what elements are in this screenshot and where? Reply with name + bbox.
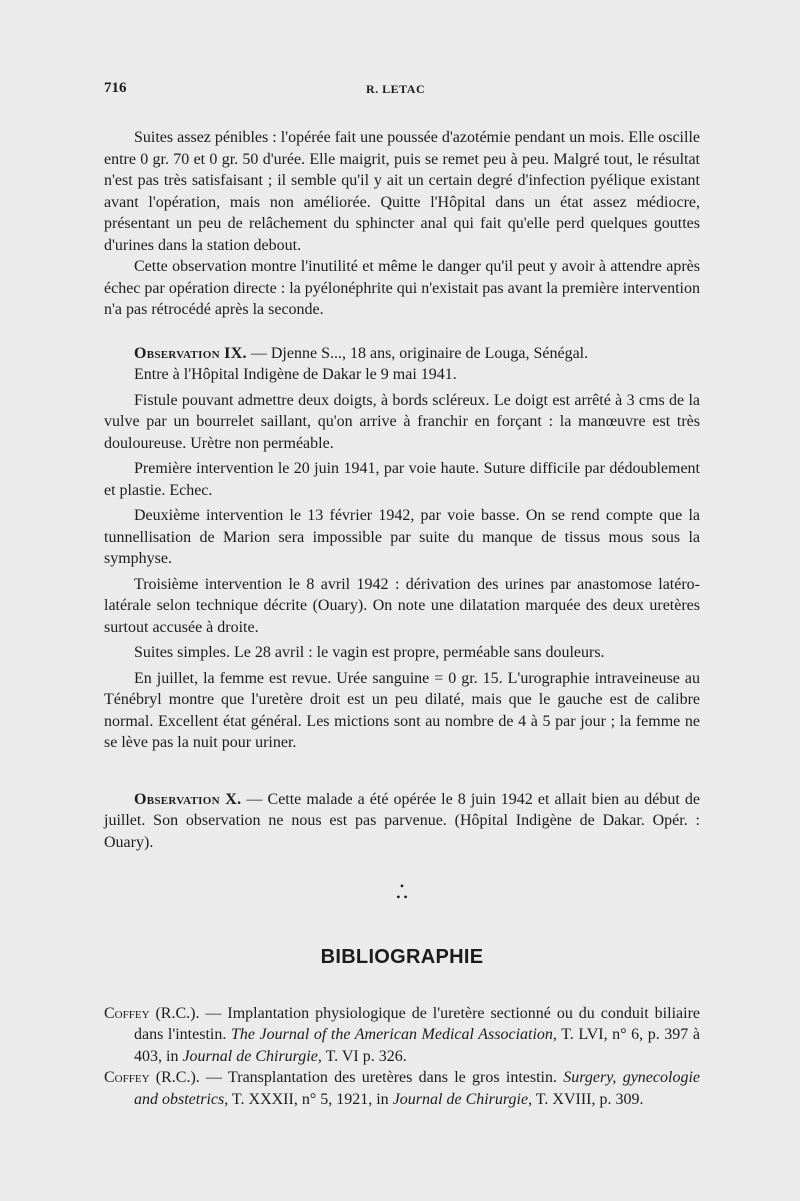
bib-journal: Surgery, gynecologie and obstetrics bbox=[134, 1069, 700, 1108]
bib-text: , T. LVI, n° 6, p. 397 à 403, in bbox=[134, 1026, 700, 1065]
paragraph: Cette observation montre l'inutilité et même le danger qu'il peut y avoir à attendre après échec par opération directe : la pyélonéphrite qui n'existait pas avant la première intervention n'a pas rétrocédé après la seconde. bbox=[104, 258, 700, 318]
bib-text: , T. XVIII, p. 309. bbox=[528, 1090, 644, 1108]
paragraph: Première intervention le 20 juin 1941, par voie haute. Suture difficile par dédoublement et plastie. Echec. bbox=[104, 460, 700, 499]
separator-star: • bbox=[399, 879, 405, 893]
page-number: 716 bbox=[104, 80, 127, 96]
separator-stars: • • bbox=[396, 890, 408, 904]
observation-x-label: Observation X. bbox=[134, 790, 242, 808]
bib-journal: Journal de Chirurgie bbox=[392, 1090, 529, 1108]
body-text bbox=[104, 127, 700, 1110]
observation-ix-heading-line bbox=[104, 343, 700, 365]
running-head: R. LETAC bbox=[366, 82, 426, 96]
bibliography-entry bbox=[104, 1003, 700, 1068]
paragraph: Troisième intervention le 8 avril 1942 : dérivation des urines par anastomose latéro-latérale selon technique décrite (Ouary). On note une dilatation marquée des deux uretères surtout accusée à droite. bbox=[104, 575, 700, 636]
section-separator bbox=[104, 881, 700, 903]
bib-author: Coffey (R.C.). bbox=[104, 1069, 200, 1086]
bib-journal: The Journal of the American Medical Association bbox=[230, 1026, 553, 1043]
observation-x-paragraph bbox=[104, 789, 700, 854]
bib-text: — Transplantation des uretères dans le gros intestin. bbox=[199, 1069, 564, 1086]
observation-ix-intro: — Djenne S..., 18 ans, originaire de Louga, Sénégal. bbox=[246, 344, 589, 362]
bib-author: Coffey (R.C.). bbox=[104, 1004, 200, 1022]
bibliography-title: BIBLIOGRAPHIE bbox=[320, 946, 484, 968]
paragraph: En juillet, la femme est revue. Urée sanguine = 0 gr. 15. L'urographie intraveineuse au Ténébryl montre que l'uretère droit est un peu dilaté, mais que le gauche est de calibre normal. Excellent état général. Les mictions sont au nombre de 4 à 5 par jour ; la femme ne se lève pas la nuit pour uriner. bbox=[104, 669, 700, 751]
paragraph: Suites assez pénibles : l'opérée fait une poussée d'azotémie pendant un mois. Elle oscille entre 0 gr. 70 et 0 gr. 50 d'urée. Elle maigrit, puis se remet peu à peu. Malgré tout, le résultat n'est pas très satisfaisant ; il semble qu'il y ait un certain degré d'infection pyélique existant avant l'opération, mais non améliorée. Quitte l'Hôpital dans un état assez médiocre, présentant un peu de relâchement du sphincter anal qui fait qu'elle perd quelques gouttes d'urines dans la station debout. bbox=[104, 129, 700, 254]
observation-ix-label: Observation IX. bbox=[134, 344, 247, 362]
bib-text: — Implantation physiologique de l'uretère sectionné ou du conduit biliaire dans l'intestin. bbox=[134, 1004, 700, 1043]
observation-x-text: — Cette malade a été opérée le 8 juin 1942 et allait bien au début de juillet. Son observation ne nous est pas parvenue. (Hôpital Indigène de Dakar. Opér. : Ouary). bbox=[104, 790, 700, 851]
paragraph: Fistule pouvant admettre deux doigts, à bords scléreux. Le doigt est arrêté à 3 cms de la vulve par un bourrelet saillant, qu'on arrive à franchir en forçant : la manœuvre est très douloureuse. Urètre non perméable. bbox=[104, 391, 700, 452]
paragraph: Suites simples. Le 28 avril : le vagin est propre, perméable sans douleurs. bbox=[134, 644, 605, 661]
bib-text: , T. XXXII, n° 5, 1921, in bbox=[224, 1090, 393, 1108]
bibliography-entry bbox=[104, 1067, 700, 1110]
paragraph: Deuxième intervention le 13 février 1942, par voie basse. On se rend compte que la tunnellisation de Marion sera impossible par suite du manque de tissus mous sous la symphyse. bbox=[104, 507, 700, 567]
bib-text: , T. VI p. 326. bbox=[317, 1047, 407, 1065]
paragraph: Entre à l'Hôpital Indigène de Dakar le 9 mai 1941. bbox=[134, 366, 457, 383]
bib-journal: Journal de Chirurgie bbox=[182, 1047, 318, 1065]
